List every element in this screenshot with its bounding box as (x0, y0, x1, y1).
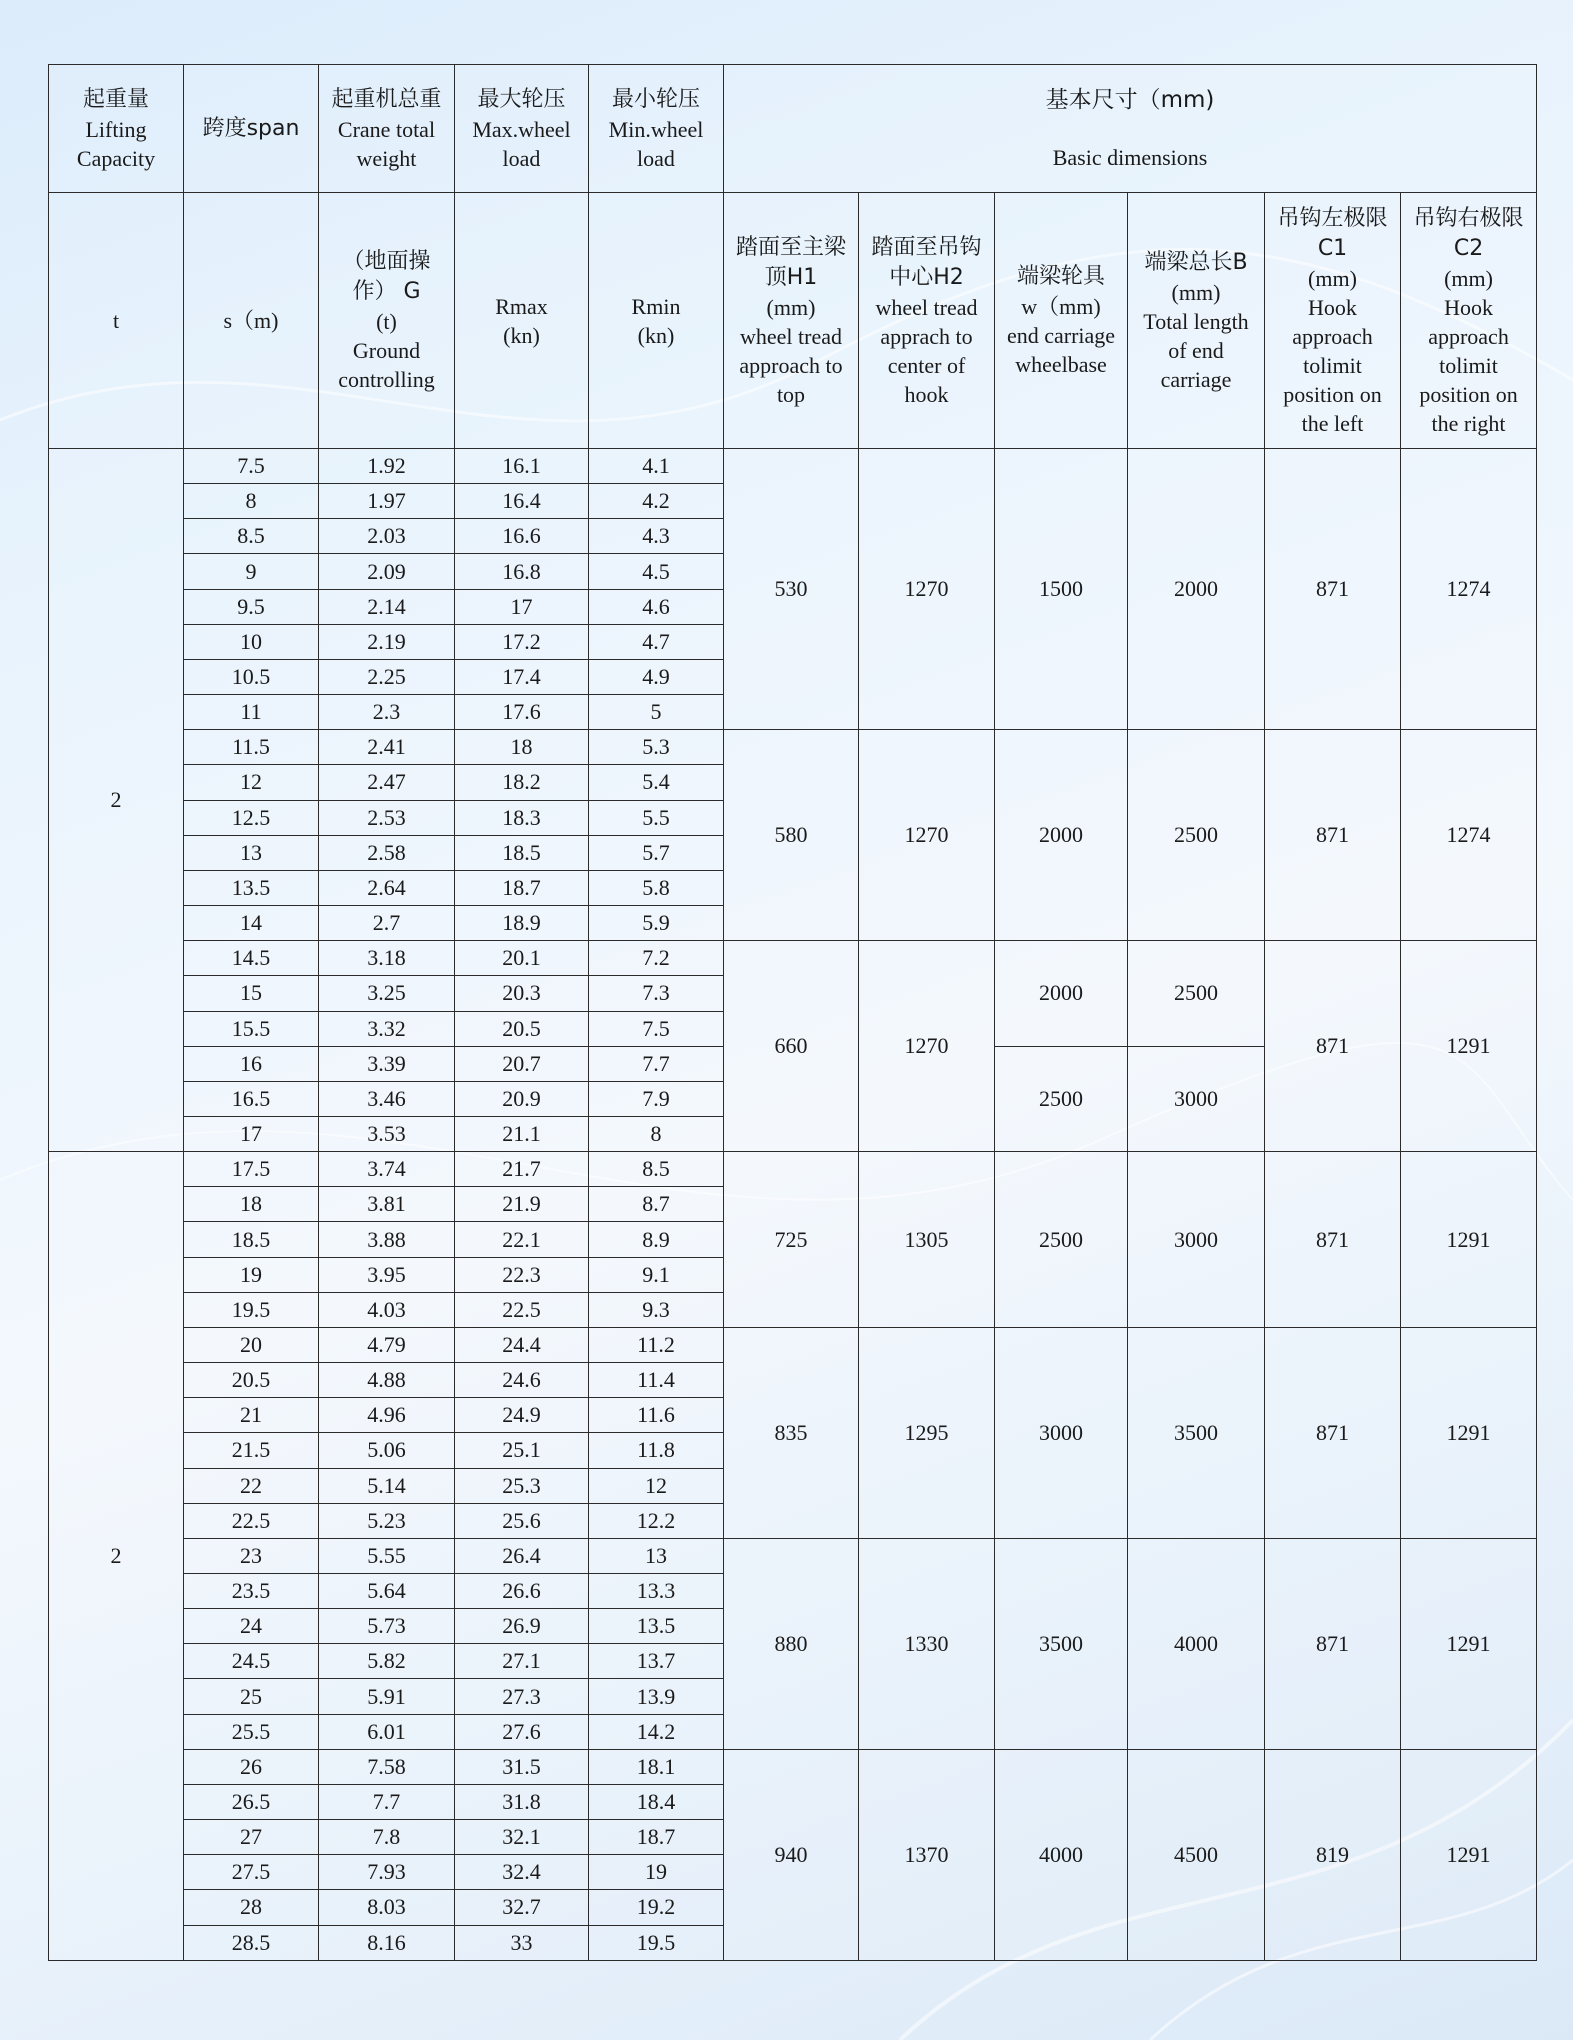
table-row (49, 1152, 1537, 1187)
span-cell: 23 (184, 1538, 319, 1573)
table-row (49, 1749, 1537, 1784)
span-cell: 18.5 (184, 1222, 319, 1257)
c1-cell: 871 (1265, 1327, 1401, 1538)
rmax-cell: 17 (455, 589, 589, 624)
c1-cell: 871 (1265, 941, 1401, 1152)
h2-cell: 1270 (859, 449, 995, 730)
min-wheel-load-header: 最小轮压 Min.wheel load (589, 65, 724, 193)
rmax-cell: 18.2 (455, 765, 589, 800)
rmin-cell: 7.3 (589, 976, 724, 1011)
rmin-cell: 18.1 (589, 1749, 724, 1784)
rmax-cell: 17.4 (455, 659, 589, 694)
rmin-cell: 19.5 (589, 1925, 724, 1960)
weight-cell: 4.03 (319, 1292, 455, 1327)
span-cell: 11.5 (184, 730, 319, 765)
span-cell: 9.5 (184, 589, 319, 624)
h2-cell: 1270 (859, 730, 995, 941)
span-cell: 19 (184, 1257, 319, 1292)
span-cell: 17.5 (184, 1152, 319, 1187)
w-cell: 2000 (995, 941, 1128, 1046)
span-cell: 23.5 (184, 1574, 319, 1609)
basic-dimensions-header: 基本尺寸（mm) Basic dimensions (724, 65, 1537, 193)
weight-cell: 2.19 (319, 624, 455, 659)
rmin-cell: 7.5 (589, 1011, 724, 1046)
rmin-cell: 13.3 (589, 1574, 724, 1609)
rmin-cell: 19.2 (589, 1890, 724, 1925)
weight-cell: 2.41 (319, 730, 455, 765)
h2-cell: 1270 (859, 941, 995, 1152)
w-cell: 3500 (995, 1538, 1128, 1749)
rmin-cell: 7.9 (589, 1081, 724, 1116)
span-cell: 12 (184, 765, 319, 800)
h2-cell: 1295 (859, 1327, 995, 1538)
weight-cell: 2.53 (319, 800, 455, 835)
lifting-capacity-header: 起重量 Lifting Capacity (49, 65, 184, 193)
weight-cell: 1.97 (319, 484, 455, 519)
rmin-cell: 5.8 (589, 870, 724, 905)
unit-rmax: Rmax (kn) (455, 193, 589, 449)
span-cell: 24 (184, 1609, 319, 1644)
rmax-cell: 32.4 (455, 1855, 589, 1890)
c1-cell: 871 (1265, 1538, 1401, 1749)
rmax-cell: 25.1 (455, 1433, 589, 1468)
c2-cell: 1291 (1401, 1152, 1537, 1328)
rmin-cell: 12.2 (589, 1503, 724, 1538)
weight-cell: 8.16 (319, 1925, 455, 1960)
rmax-cell: 20.1 (455, 941, 589, 976)
c1-cell: 871 (1265, 449, 1401, 730)
rmax-cell: 24.4 (455, 1327, 589, 1362)
crane-weight-header: 起重机总重 Crane total weight (319, 65, 455, 193)
rmax-cell: 16.1 (455, 449, 589, 484)
rmin-cell: 18.4 (589, 1784, 724, 1819)
span-cell: 22 (184, 1468, 319, 1503)
weight-cell: 7.93 (319, 1855, 455, 1890)
b-cell: 3500 (1128, 1327, 1265, 1538)
weight-cell: 3.46 (319, 1081, 455, 1116)
weight-cell: 2.03 (319, 519, 455, 554)
rmin-cell: 4.1 (589, 449, 724, 484)
rmax-cell: 25.3 (455, 1468, 589, 1503)
weight-cell: 6.01 (319, 1714, 455, 1749)
max-wheel-load-header: 最大轮压 Max.wheel load (455, 65, 589, 193)
weight-cell: 2.58 (319, 835, 455, 870)
crane-spec-table (48, 64, 1537, 1961)
rmin-cell: 7.2 (589, 941, 724, 976)
weight-cell: 2.25 (319, 659, 455, 694)
span-cell: 15 (184, 976, 319, 1011)
weight-cell: 7.8 (319, 1820, 455, 1855)
w-cell: 2500 (995, 1046, 1128, 1151)
weight-cell: 3.95 (319, 1257, 455, 1292)
span-cell: 14 (184, 906, 319, 941)
h2-cell: 1330 (859, 1538, 995, 1749)
w-header: 端梁轮具 w（mm) end carriage wheelbase (995, 193, 1128, 449)
capacity-cell: 2 (49, 1152, 184, 1961)
rmax-cell: 27.1 (455, 1644, 589, 1679)
span-cell: 8 (184, 484, 319, 519)
rmin-cell: 5.5 (589, 800, 724, 835)
weight-cell: 5.23 (319, 1503, 455, 1538)
h2-cell: 1370 (859, 1749, 995, 1960)
rmax-cell: 21.1 (455, 1116, 589, 1151)
rmax-cell: 20.9 (455, 1081, 589, 1116)
table-row (49, 1538, 1537, 1573)
rmax-cell: 20.5 (455, 1011, 589, 1046)
rmin-cell: 11.8 (589, 1433, 724, 1468)
rmin-cell: 5.9 (589, 906, 724, 941)
h1-cell: 880 (724, 1538, 859, 1749)
weight-cell: 3.74 (319, 1152, 455, 1187)
h2-header: 踏面至吊钩中心H2 wheel tread apprach to center of hook (859, 193, 995, 449)
rmin-cell: 4.2 (589, 484, 724, 519)
span-cell: 27 (184, 1820, 319, 1855)
table-row (49, 1327, 1537, 1362)
weight-cell: 2.7 (319, 906, 455, 941)
weight-cell: 1.92 (319, 449, 455, 484)
rmax-cell: 20.7 (455, 1046, 589, 1081)
weight-cell: 5.55 (319, 1538, 455, 1573)
span-cell: 8.5 (184, 519, 319, 554)
rmax-cell: 32.1 (455, 1820, 589, 1855)
rmax-cell: 20.3 (455, 976, 589, 1011)
c2-cell: 1291 (1401, 1538, 1537, 1749)
rmin-cell: 5.4 (589, 765, 724, 800)
weight-cell: 7.58 (319, 1749, 455, 1784)
unit-crane-weight: （地面操作） G (t) Ground controlling (319, 193, 455, 449)
rmax-cell: 18.9 (455, 906, 589, 941)
w-cell: 2000 (995, 730, 1128, 941)
rmin-cell: 13 (589, 1538, 724, 1573)
unit-span: s（m) (184, 193, 319, 449)
rmin-cell: 11.4 (589, 1363, 724, 1398)
span-cell: 18 (184, 1187, 319, 1222)
weight-cell: 2.64 (319, 870, 455, 905)
weight-cell: 5.14 (319, 1468, 455, 1503)
w-cell: 2500 (995, 1152, 1128, 1328)
weight-cell: 3.25 (319, 976, 455, 1011)
weight-cell: 8.03 (319, 1890, 455, 1925)
rmax-cell: 27.3 (455, 1679, 589, 1714)
span-cell: 25 (184, 1679, 319, 1714)
rmax-cell: 22.3 (455, 1257, 589, 1292)
rmin-cell: 4.7 (589, 624, 724, 659)
weight-cell: 4.96 (319, 1398, 455, 1433)
span-cell: 10 (184, 624, 319, 659)
rmax-cell: 21.7 (455, 1152, 589, 1187)
c2-cell: 1291 (1401, 1327, 1537, 1538)
span-cell: 28 (184, 1890, 319, 1925)
weight-cell: 2.09 (319, 554, 455, 589)
w-cell: 3000 (995, 1327, 1128, 1538)
span-cell: 26.5 (184, 1784, 319, 1819)
rmin-cell: 9.1 (589, 1257, 724, 1292)
rmax-cell: 17.6 (455, 695, 589, 730)
rmax-cell: 21.9 (455, 1187, 589, 1222)
rmax-cell: 31.5 (455, 1749, 589, 1784)
rmin-cell: 4.9 (589, 659, 724, 694)
unit-rmin: Rmin (kn) (589, 193, 724, 449)
rmin-cell: 5 (589, 695, 724, 730)
w-cell: 4000 (995, 1749, 1128, 1960)
h1-cell: 530 (724, 449, 859, 730)
c2-header: 吊钩右极限C2 (mm) Hook approach tolimit position on the right (1401, 193, 1537, 449)
rmax-cell: 27.6 (455, 1714, 589, 1749)
span-cell: 20 (184, 1327, 319, 1362)
span-cell: 7.5 (184, 449, 319, 484)
table-row (49, 941, 1537, 976)
weight-cell: 3.53 (319, 1116, 455, 1151)
span-cell: 13 (184, 835, 319, 870)
capacity-cell: 2 (49, 449, 184, 1152)
span-cell: 26 (184, 1749, 319, 1784)
h1-cell: 660 (724, 941, 859, 1152)
span-cell: 16 (184, 1046, 319, 1081)
span-cell: 22.5 (184, 1503, 319, 1538)
span-cell: 12.5 (184, 800, 319, 835)
weight-cell: 3.81 (319, 1187, 455, 1222)
span-cell: 10.5 (184, 659, 319, 694)
span-cell: 11 (184, 695, 319, 730)
weight-cell: 5.91 (319, 1679, 455, 1714)
b-cell: 3000 (1128, 1046, 1265, 1151)
rmax-cell: 24.9 (455, 1398, 589, 1433)
rmin-cell: 13.7 (589, 1644, 724, 1679)
rmax-cell: 32.7 (455, 1890, 589, 1925)
rmin-cell: 11.6 (589, 1398, 724, 1433)
rmin-cell: 9.3 (589, 1292, 724, 1327)
h1-cell: 940 (724, 1749, 859, 1960)
h1-header: 踏面至主梁顶H1 (mm) wheel tread approach to top (724, 193, 859, 449)
rmax-cell: 16.8 (455, 554, 589, 589)
rmax-cell: 33 (455, 1925, 589, 1960)
span-cell: 17 (184, 1116, 319, 1151)
span-cell: 9 (184, 554, 319, 589)
rmin-cell: 5.3 (589, 730, 724, 765)
rmax-cell: 26.6 (455, 1574, 589, 1609)
span-cell: 21 (184, 1398, 319, 1433)
rmin-cell: 18.7 (589, 1820, 724, 1855)
span-header: 跨度span (184, 65, 319, 193)
w-cell: 1500 (995, 449, 1128, 730)
weight-cell: 5.64 (319, 1574, 455, 1609)
rmin-cell: 13.9 (589, 1679, 724, 1714)
b-cell: 2000 (1128, 449, 1265, 730)
weight-cell: 2.3 (319, 695, 455, 730)
b-cell: 4500 (1128, 1749, 1265, 1960)
weight-cell: 4.88 (319, 1363, 455, 1398)
c2-cell: 1274 (1401, 449, 1537, 730)
b-cell: 2500 (1128, 941, 1265, 1046)
rmin-cell: 8 (589, 1116, 724, 1151)
span-cell: 27.5 (184, 1855, 319, 1890)
rmax-cell: 26.9 (455, 1609, 589, 1644)
rmax-cell: 22.1 (455, 1222, 589, 1257)
b-header: 端梁总长B (mm) Total length of end carriage (1128, 193, 1265, 449)
table-row (49, 730, 1537, 765)
weight-cell: 5.82 (319, 1644, 455, 1679)
rmax-cell: 16.4 (455, 484, 589, 519)
span-cell: 13.5 (184, 870, 319, 905)
rmin-cell: 14.2 (589, 1714, 724, 1749)
span-cell: 25.5 (184, 1714, 319, 1749)
rmin-cell: 7.7 (589, 1046, 724, 1081)
unit-capacity: t (49, 193, 184, 449)
rmin-cell: 5.7 (589, 835, 724, 870)
rmin-cell: 4.3 (589, 519, 724, 554)
weight-cell: 4.79 (319, 1327, 455, 1362)
b-cell: 3000 (1128, 1152, 1265, 1328)
rmax-cell: 22.5 (455, 1292, 589, 1327)
rmin-cell: 11.2 (589, 1327, 724, 1362)
span-cell: 16.5 (184, 1081, 319, 1116)
rmax-cell: 18.5 (455, 835, 589, 870)
rmin-cell: 4.5 (589, 554, 724, 589)
span-cell: 14.5 (184, 941, 319, 976)
rmin-cell: 19 (589, 1855, 724, 1890)
c1-cell: 871 (1265, 730, 1401, 941)
rmax-cell: 18.3 (455, 800, 589, 835)
rmax-cell: 31.8 (455, 1784, 589, 1819)
h1-cell: 580 (724, 730, 859, 941)
c1-cell: 871 (1265, 1152, 1401, 1328)
rmax-cell: 18 (455, 730, 589, 765)
weight-cell: 7.7 (319, 1784, 455, 1819)
rmax-cell: 25.6 (455, 1503, 589, 1538)
b-cell: 2500 (1128, 730, 1265, 941)
rmin-cell: 4.6 (589, 589, 724, 624)
rmin-cell: 8.7 (589, 1187, 724, 1222)
c1-header: 吊钩左极限C1 (mm) Hook approach tolimit position on the left (1265, 193, 1401, 449)
c1-cell: 819 (1265, 1749, 1401, 1960)
weight-cell: 5.06 (319, 1433, 455, 1468)
rmax-cell: 26.4 (455, 1538, 589, 1573)
table-row (49, 449, 1537, 484)
c2-cell: 1291 (1401, 941, 1537, 1152)
rmax-cell: 17.2 (455, 624, 589, 659)
h1-cell: 835 (724, 1327, 859, 1538)
weight-cell: 2.14 (319, 589, 455, 624)
weight-cell: 3.88 (319, 1222, 455, 1257)
span-cell: 15.5 (184, 1011, 319, 1046)
rmax-cell: 16.6 (455, 519, 589, 554)
weight-cell: 3.18 (319, 941, 455, 976)
span-cell: 24.5 (184, 1644, 319, 1679)
weight-cell: 3.32 (319, 1011, 455, 1046)
rmax-cell: 18.7 (455, 870, 589, 905)
table-data-body (49, 449, 1537, 1961)
h2-cell: 1305 (859, 1152, 995, 1328)
c2-cell: 1291 (1401, 1749, 1537, 1960)
span-cell: 19.5 (184, 1292, 319, 1327)
b-cell: 4000 (1128, 1538, 1265, 1749)
rmin-cell: 12 (589, 1468, 724, 1503)
rmin-cell: 13.5 (589, 1609, 724, 1644)
span-cell: 21.5 (184, 1433, 319, 1468)
span-cell: 28.5 (184, 1925, 319, 1960)
rmin-cell: 8.5 (589, 1152, 724, 1187)
c2-cell: 1274 (1401, 730, 1537, 941)
weight-cell: 2.47 (319, 765, 455, 800)
rmin-cell: 8.9 (589, 1222, 724, 1257)
rmax-cell: 24.6 (455, 1363, 589, 1398)
weight-cell: 5.73 (319, 1609, 455, 1644)
span-cell: 20.5 (184, 1363, 319, 1398)
h1-cell: 725 (724, 1152, 859, 1328)
weight-cell: 3.39 (319, 1046, 455, 1081)
